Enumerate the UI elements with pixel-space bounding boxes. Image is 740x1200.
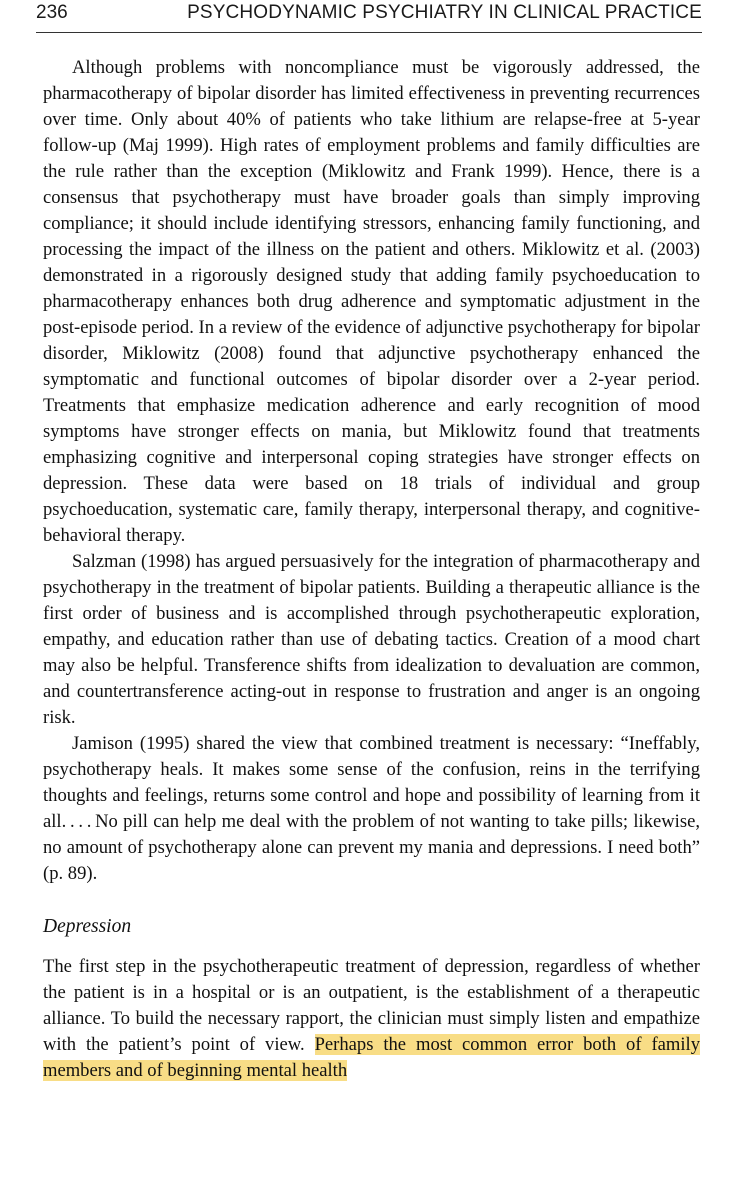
page-number: 236 <box>36 2 68 23</box>
page-body <box>43 55 700 1084</box>
paragraph-depression-text[interactable]: The first step in the psychotherapeutic treatment of depression, regardless of whether the patient is in a hospital or is an outpatient, is the establishment of a therapeutic alliance. To build the necessary rapport, the clinician must simply listen and empathize with the patient’s point of view. <box>43 956 700 1055</box>
section-heading-depression: Depression <box>43 916 132 937</box>
highlighted-passage[interactable]: Perhaps the most common error both of family members and of beginning mental health <box>43 1034 700 1081</box>
paragraph-depression[interactable] <box>43 954 700 1084</box>
running-head <box>36 2 702 32</box>
paragraph-jamison[interactable]: Jamison (1995) shared the view that combined treatment is necessary: “Ineffably, psychotherapy heals. It makes some sense of the confusion, reins in the terrifying thoughts and feelings, returns some control and hope and possibility of learning from it all. . . . No pill can help me deal with the problem of not wanting to take pills; likewise, no amount of psychotherapy alone can prevent my mania and depressions. I need both” (p. 89). <box>43 733 700 884</box>
paragraph-noncompliance[interactable]: Although problems with noncompliance must be vigorously addressed, the pharmacotherapy of bipolar disorder has limited effectiveness in preventing recurrences over time. Only about 40% of patients who take lithium are relapse-free at 5-year follow-up (Maj 1999). High rates of employment problems and family difficulties are the rule rather than the exception (Miklowitz and Frank 1999). Hence, there is a consensus that psychotherapy must have broader goals than simply improving compliance; it should include identifying stressors, enhancing family functioning, and processing the impact of the illness on the patient and others. Miklowitz et al. (2003) demonstrated in a rigorously designed study that adding family psychoeducation to pharmacotherapy enhances both drug adherence and symptomatic adjustment in the post-episode period. In a review of the evidence of adjunctive psychotherapy for bipolar disorder, Miklowitz (2008) found that adjunctive psychotherapy enhanced the symptomatic and functional outcomes of bipolar disorder over a 2-year period. Treatments that emphasize medication adherence and early recognition of mood symptoms have stronger effects on mania, but Miklowitz found that treatments emphasizing cognitive and interpersonal coping strategies have stronger effects on depression. These data were based on 18 trials of individual and group psychoeducation, systematic care, family therapy, interpersonal therapy, and cognitive-behavioral therapy. <box>43 57 700 546</box>
running-title: PSYCHODYNAMIC PSYCHIATRY IN CLINICAL PRACTICE <box>187 2 702 23</box>
header-rule <box>36 32 702 33</box>
paragraph-salzman[interactable]: Salzman (1998) has argued persuasively for the integration of pharmacotherapy and psychotherapy in the treatment of bipolar patients. Building a therapeutic alliance is the first order of business and is accomplished through psychotherapeutic exploration, empathy, and education rather than use of debating tactics. Creation of a mood chart may also be helpful. Transference shifts from idealization to devaluation are common, and countertransference acting-out in response to frustration and anger is an ongoing risk. <box>43 551 700 728</box>
